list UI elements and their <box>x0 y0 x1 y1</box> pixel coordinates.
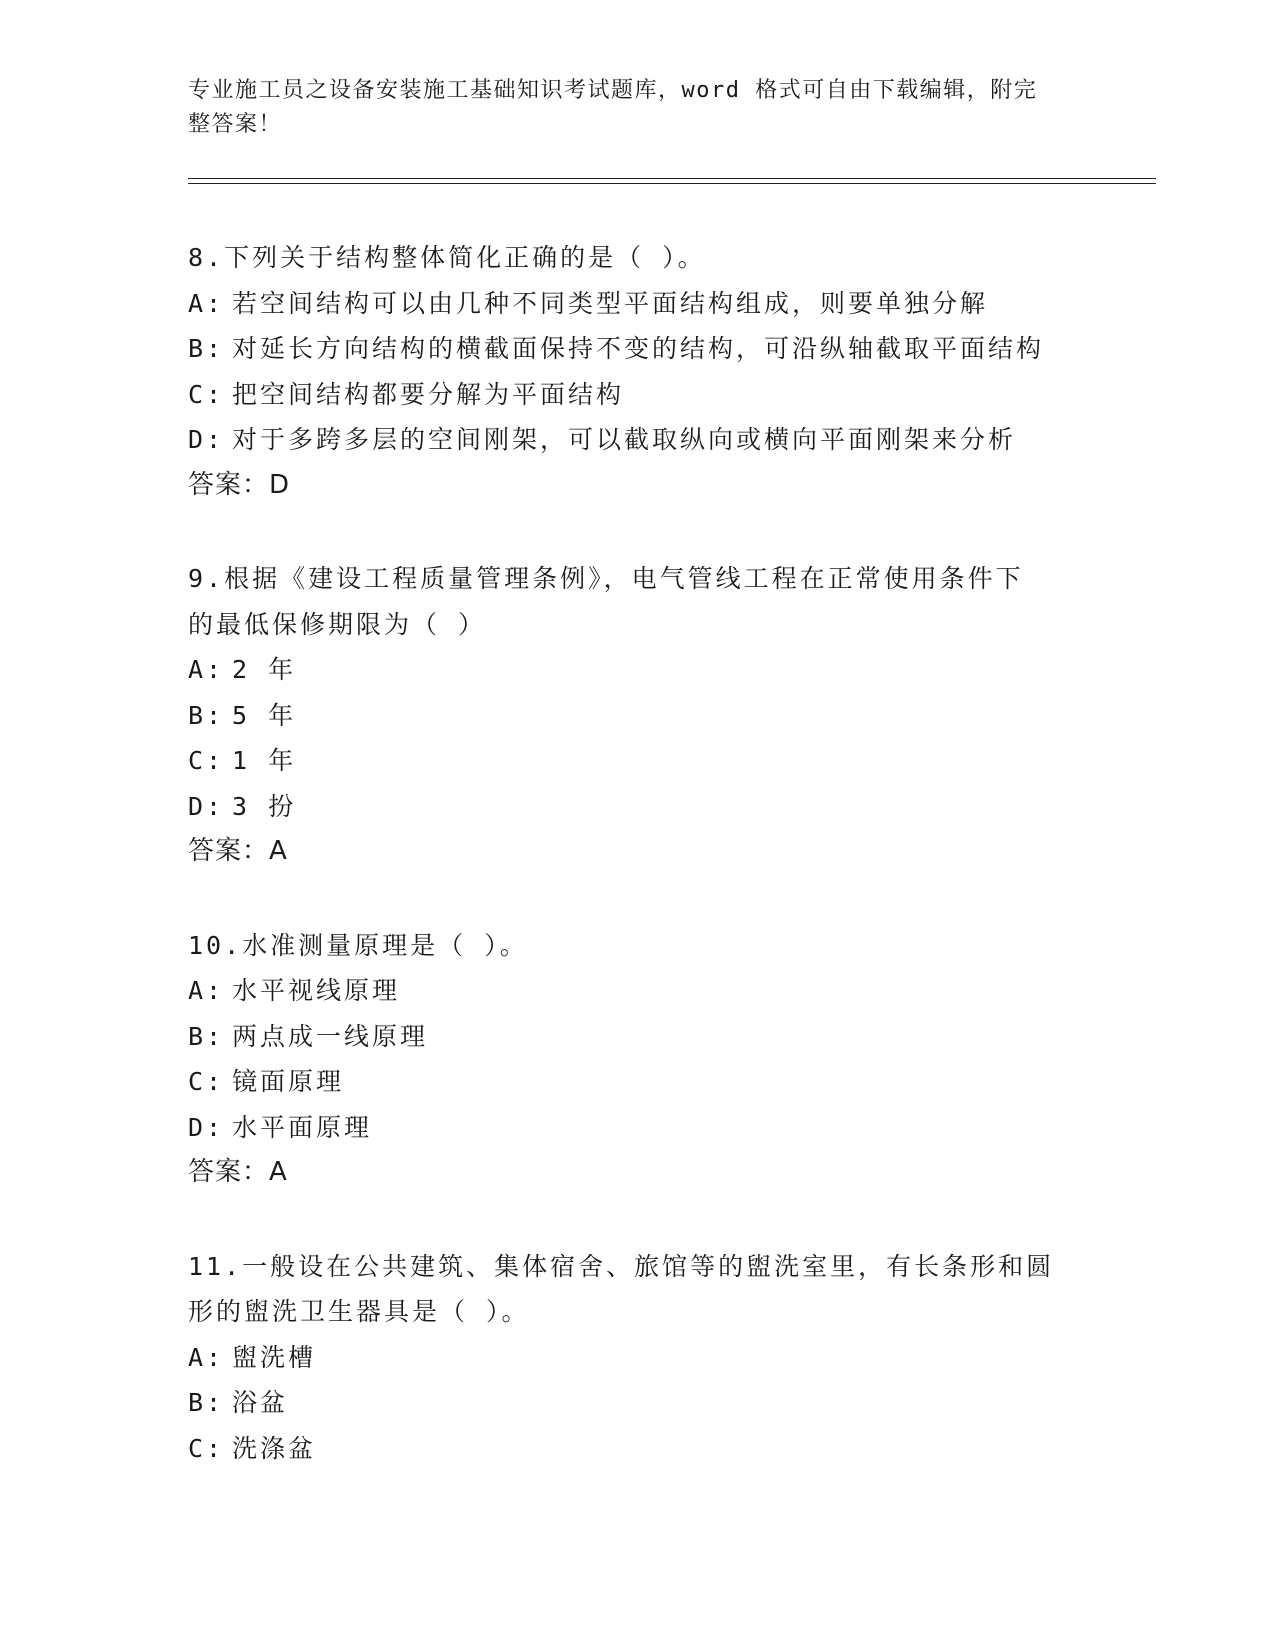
answer-line: 答案：A <box>188 1157 288 1187</box>
question-stem: 8.下列关于结构整体简化正确的是（ ）。 <box>188 243 706 272</box>
option-key: C: <box>188 1433 225 1463</box>
header-line-2: 整答案！ <box>188 112 283 137</box>
option-key: A: <box>188 1342 225 1372</box>
option-text: 3 扮 <box>232 791 297 821</box>
option-d <box>188 1105 1108 1151</box>
question-stem-line-1: 11.一般设在公共建筑、集体宿舍、旅馆等的盥洗室里，有长条形和圆 <box>188 1251 1055 1281</box>
question-8 <box>188 235 1108 508</box>
option-text: 2 年 <box>232 655 297 684</box>
option-key: C: <box>188 1067 225 1096</box>
option-c <box>188 372 1108 418</box>
option-key: A: <box>188 655 225 684</box>
option-text: 水平面原理 <box>232 1112 373 1142</box>
option-text: 镜面原理 <box>232 1067 345 1096</box>
option-text: 水平视线原理 <box>232 976 401 1005</box>
option-key: B: <box>188 1388 225 1417</box>
question-10 <box>188 923 1108 1196</box>
option-b <box>188 326 1108 372</box>
option-text: 洗涤盆 <box>232 1433 317 1463</box>
option-b <box>188 1380 1108 1426</box>
question-stem-line-1: 9.根据《建设工程质量管理条例》，电气管线工程在正常使用条件下 <box>188 564 1024 593</box>
option-text: 1 年 <box>232 746 297 775</box>
option-key: D: <box>188 425 225 454</box>
option-a <box>188 647 1108 693</box>
option-key: C: <box>188 379 225 409</box>
question-list <box>188 235 1108 1519</box>
answer-line: 答案：D <box>188 469 291 500</box>
option-c <box>188 1059 1108 1105</box>
option-key: D: <box>188 1112 225 1142</box>
option-text: 两点成一线原理 <box>232 1021 429 1051</box>
question-stem-line-2: 形的盥洗卫生器具是（ ）。 <box>188 1297 530 1326</box>
question-stem-line-2: 的最低保修期限为（ ） <box>188 609 487 639</box>
option-key: B: <box>188 1021 225 1051</box>
option-b <box>188 693 1108 739</box>
option-a <box>188 968 1108 1014</box>
option-d <box>188 417 1108 463</box>
header-rule-bottom <box>188 183 1156 184</box>
question-9 <box>188 556 1108 875</box>
header-line-1: 专业施工员之设备安装施工基础知识考试题库，word 格式可自由下载编辑，附完 <box>188 78 1038 103</box>
option-d <box>188 784 1108 830</box>
option-text: 对于多跨多层的空间刚架，可以截取纵向或横向平面刚架来分析 <box>232 425 1017 454</box>
answer-line: 答案：A <box>188 836 288 866</box>
option-a <box>188 1335 1108 1381</box>
header-rule-top <box>188 178 1156 179</box>
option-text: 把空间结构都要分解为平面结构 <box>232 379 625 409</box>
option-key: D: <box>188 791 225 821</box>
option-text: 对延长方向结构的横截面保持不变的结构，可沿纵轴截取平面结构 <box>232 334 1045 363</box>
option-key: C: <box>188 746 225 775</box>
option-key: B: <box>188 700 225 730</box>
option-key: A: <box>188 976 225 1005</box>
option-text: 浴盆 <box>232 1388 289 1417</box>
option-text: 5 年 <box>232 700 297 730</box>
option-a <box>188 281 1108 327</box>
option-b <box>188 1014 1108 1060</box>
option-key: B: <box>188 334 225 363</box>
option-c <box>188 1426 1108 1472</box>
option-c <box>188 738 1108 784</box>
option-text: 盥洗槽 <box>232 1342 317 1372</box>
option-key: A: <box>188 288 225 318</box>
question-11 <box>188 1244 1108 1472</box>
option-text: 若空间结构可以由几种不同类型平面结构组成，则要单独分解 <box>232 288 989 318</box>
question-stem: 10.水准测量原理是（ ）。 <box>188 930 528 960</box>
document-header <box>188 74 1078 142</box>
